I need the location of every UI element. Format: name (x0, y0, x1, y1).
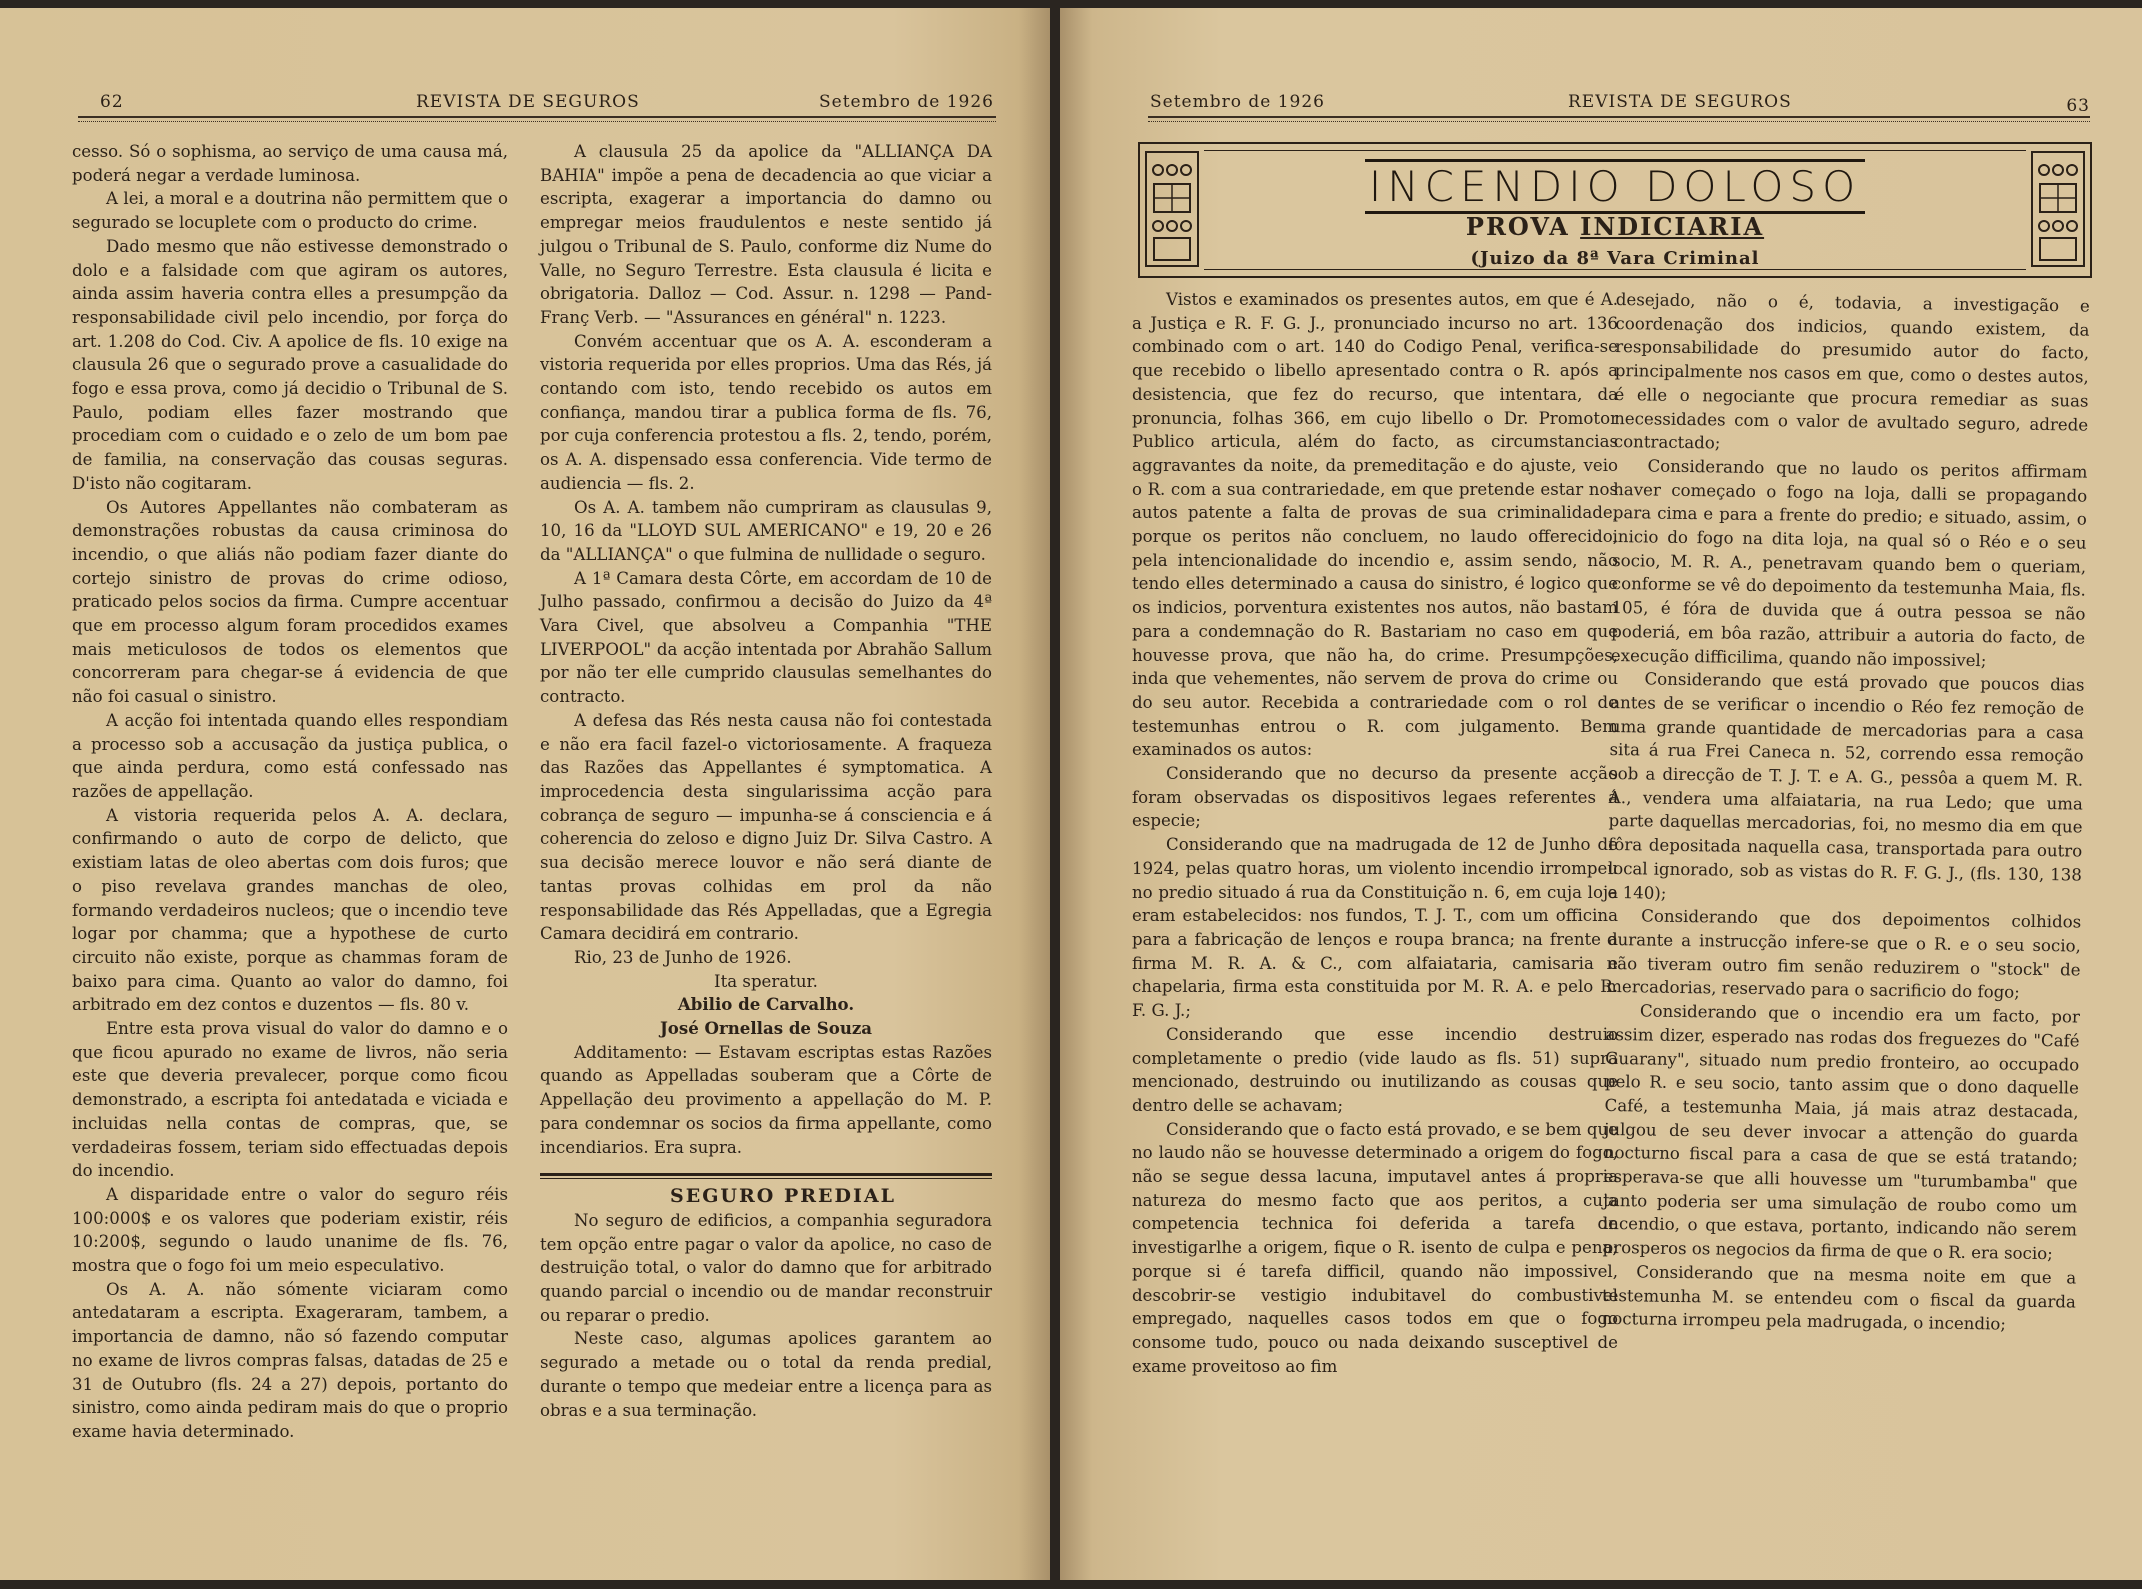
paragraph: Dado mesmo que não estivesse demonstrado o dolo e a falsidade com que agiram os autores, ainda assim haveria contra elles a presumpção da responsabilidade civil pelo incendio, por força do art. 1.208 do Cod. Civ. A apolice de fls. 10 exige na clausula 26 que o segurado prove a casualidade do fogo e essa prova, como já decidio o Tribunal de S. Paulo, podiam elles fazer mostrando que procediam com o cuidado e o zelo de um bom pae de familia, na conservação das cousas seguras. D'isto não cogitaram. (72, 236, 508, 493)
paragraph: Vistos e examinados os presentes autos, em que é A. a Justiça e R. F. G. J., pronunciado incurso no art. 136 combinado com o art. 140 do Codigo Penal, verifica-se que recebido o libello apresentado contra o R. após a desistencia, que fez do recurso, que intentara, da pronuncia, folhas 366, em cujo libello o Dr. Promotor Publico articula, além do facto, as circumstancias aggravantes da noite, da premeditação e do ajuste, veio o R. com a sua contrariedade, em que pretende estar nos autos patente a falta de provas de sua criminalidade, porque os peritos não concluem, no laudo offerecido, pela intencionalidade do incendio e, assim sendo, não tendo elles determinado a causa do sinistro, é logico que os indicios, porventura existentes nos autos, não bastam para a condemnação do R. Bastariam no caso em que houvesse prova, que não ha, do crime. Presumpções, inda que vehementes, não servem de prova do crime ou do seu autor. Recebida a contrariedade com o rol de testemunhas entrou o R. com julgamento. Bem examinados os autos: (1132, 290, 1618, 760)
paragraph: A defesa das Rés nesta causa não foi contestada e não era facil fazel-o victoriosamente. A fraqueza das Razões das Appellantes é symptomatica. A improcedencia desta singularissima acção para cobrança de seguro — impunha-se á consciencia e á coherencia do zeloso e digno Juiz Dr. Silva Castro. A sua decisão merece louvor e não será diante de tantas provas colhidas em prol da não responsabilidade das Rés Appelladas, que a Egregia Camara decidirá em contrario. (540, 710, 992, 944)
paragraph: No seguro de edificios, a companhia seguradora tem opção entre pagar o valor da apolice, no caso de destruição total, o valor do damno que for arbitrado quando parcial o incendio ou de mandar reconstruir ou reparar o predio. (540, 1210, 992, 1325)
right-column-2 (1601, 288, 2090, 1337)
right-issue-date: Setembro de 1926 (1150, 92, 1325, 112)
section-divider (540, 1173, 992, 1179)
left-column-2 (540, 140, 992, 1422)
left-running-head (78, 90, 996, 118)
signature-2: José Ornellas de Souza (659, 1018, 873, 1039)
paragraph: Considerando que esse incendio destruio completamente o predio (vide laudo as fls. 51) supra mencionado, destruindo ou inutilizando as cousas que dentro delle se achavam; (1132, 1024, 1618, 1115)
article-subtitle (1140, 212, 2090, 241)
closing-formula: Ita speratur. (714, 971, 818, 991)
signature-1: Abilio de Carvalho. (677, 994, 855, 1015)
left-journal-title: REVISTA DE SEGUROS (416, 92, 640, 112)
paragraph: Considerando que no laudo os peritos affirmam haver começado o fogo na loja, dalli se propagando para cima e para a frente do predio; e situado, assim, o inicio do fogo na dita loja, na qual só o Réo e o seu socio, M. R. A., penetravam quando bem o queriam, conforme se vê do depoimento da testemunha Maia, fls. 105, é fóra de duvida que á outra pessoa se não poderiá, em bôa razão, attribuir a autoria do facto, de execução difficilima, quando não impossivel; (1610, 456, 2088, 670)
court-line: (Juizo da 8ª Vara Criminal (1470, 248, 1760, 269)
paragraph: Considerando que na madrugada de 12 de Junho de 1924, pelas quatro horas, um violento incendio irrompeu no predio situado á rua da Constituição n. 6, em cuja loja eram estabelecidos: nos fundos, T. J. T., com um officina para a fabricação de lenços e roupa branca; na frente a firma M. R. A. & C., com alfaiataria, camisaria e chapelaria, firma esta constituida por M. R. A. e pelo R. F. G. J.; (1132, 835, 1618, 1021)
article-subtitle-word2: INDICIARIA (1580, 212, 1765, 241)
paragraph: Considerando que o facto está provado, e se bem que no laudo não se houvesse determinado a origem do fogo, não se segue dessa lacuna, imputavel antes á propria natureza do mesmo facto que aos peritos, a cuja competencia technica foi deferida a tarefa de investigarlhe a origem, fique o R. isento de culpa e pena; porque si é tarefa difficil, quando não impossivel, descobrir-se vestigio indubitavel do combustivel empregado, naquelles casos todos em que o fogo consome tudo, pouco ou nada deixando susceptivel de exame proveitoso ao fim (1132, 1119, 1618, 1376)
paragraph: A disparidade entre o valor do seguro réis 100:000$ e os valores que poderiam existir, réis 10:200$, segundo o laudo unanime de fls. 76, mostra que o fogo foi um meio especulativo. (72, 1184, 508, 1276)
right-running-head (1148, 90, 2090, 118)
article-title (1140, 162, 2090, 211)
paragraph: Considerando que dos depoimentos colhidos durante a instrucção infere-se que o R. e o seu socio, não tiveram outro fim senão reduzirem o "stock" de mercadorias, reservado para o sacrificio do fogo; (1606, 906, 2082, 1003)
section-title: SEGURO PREDIAL (670, 1185, 896, 1208)
article-subtitle-word1: PROVA (1465, 212, 1570, 241)
paragraph: Os Autores Appellantes não combateram as demonstrações robustas da causa criminosa do incendio, o que aliás não podiam fazer diante do cortejo sinistro de provas do crime odioso, praticado pelos socios da firma. Cumpre accentuar que em processo algum foram procedidos exames mais meticulosos de todos os elementos que concorreram para chegar-se á evidencia de que não foi casual o sinistro. (72, 497, 508, 707)
paragraph: A clausula 25 da apolice da "ALLIANÇA DA BAHIA" impõe a pena de decadencia ao que viciar a escripta, exagerar a importancia do damno ou empregar meios fraudulentos e neste sentido já julgou o Tribunal de S. Paulo, conforme diz Nume do Valle, no Seguro Terrestre. Esta clausula é licita e obrigatoria. Dalloz — Cod. Assur. n. 1298 — Pand-Franç Verb. — "Assurances en général" n. 1223. (540, 142, 992, 327)
right-column-1 (1132, 288, 1618, 1378)
paragraph: A lei, a moral e a doutrina não permittem que o segurado se locuplete com o producto do crime. (72, 189, 508, 233)
paragraph: Convém accentuar que os A. A. esconderam a vistoria requerida por elles proprios. Uma das Rés, já contando com isto, tendo recebido os autos em confiança, mandou tirar a publica forma de fls. 76, por cuja conferencia protestou a fls. 2, tendo, porém, os A. A. dispensado essa conferencia. Vide termo de audiencia — fls. 2. (540, 331, 992, 493)
article-title-text: INCENDIO DOLOSO (1365, 159, 1865, 214)
paragraph: Os A. A. tambem não cumpriram as clausulas 9, 10, 16 da "LLOYD SUL AMERICANO" e 19, 20 e 26 da "ALLIANÇA" o que fulmina de nullidade o seguro. (540, 497, 992, 564)
paragraph: A 1ª Camara desta Côrte, em accordam de 10 de Julho passado, confirmou a decisão do Juizo da 4ª Vara Civel, que absolveu a Companhia "THE LIVERPOOL" da acção intentada por Abrahão Sallum por não ter elle cumprido clausulas semelhantes do contracto. (540, 568, 992, 707)
paragraph: Neste caso, algumas apolices garantem ao segurado a metade ou o total da renda predial, durante o tempo que medeiar entre a licença para as obras e a sua terminação. (540, 1329, 992, 1420)
paragraph: Considerando que na mesma noite em que a testemunha M. se entendeu com o fiscal da guarda nocturna irrompeu pela madrugada, o incendio; (1601, 1262, 2077, 1334)
paragraph: Os A. A. não sómente viciaram como antedataram a escripta. Exageraram, tambem, a importancia de damno, não só fazendo computar no exame de livros compras falsas, datadas de 25 e 31 de Outubro (fls. 24 a 27) depois, portanto do sinistro, como ainda pediram mais do que o proprio exame havia determinado. (72, 1279, 508, 1441)
place-date: Rio, 23 de Junho de 1926. (574, 947, 792, 967)
paragraph: Entre esta prova visual do valor do damno e o que ficou apurado no exame de livros, não seria este que deveria prevalecer, porque como ficou demonstrado, a escripta foi antedatada e viciada e incluidas nella contas de compras, que, se verdadeiras fossem, teriam sido effectuadas depois do incendio. (72, 1019, 508, 1181)
right-page (1060, 8, 2142, 1580)
paragraph: Considerando que no decurso da presente acção foram observadas os dispositivos legaes referentes á especie; (1132, 764, 1618, 831)
left-column-1 (72, 140, 508, 1444)
paragraph: Considerando que está provado que poucos dias antes de se verificar o incendio o Réo fez remoção de uma grande quantidade de mercadorias para a casa sita á rua Frei Caneca n. 52, correndo essa remoção sob a direcção de T. J. T. e A. G., pessôa a quem M. R. A., vendera uma alfaiataria, na rua Ledo; que uma parte daquellas mercadorias, foi, no mesmo dia em que fôra depositada naquella casa, transportada para outro local ignorado, sob as vistas do R. F. G. J., (fls. 130, 138 e 140); (1607, 669, 2085, 903)
right-page-number: 63 (2066, 96, 2090, 116)
paragraph: A vistoria requerida pelos A. A. declara, confirmando o auto de corpo de delicto, que existiam latas de oleo abertas com dois furos; que o piso revelava grandes manchas de oleo, formando verdadeiros nucleos; que o incendio teve logar por chamma; que a hypothese de curto circuito não existe, porque as chammas foram de baixo para cima. Quanto ao valor do damno, foi arbitrado em dez contos e duzentos — fls. 80 v. (72, 805, 508, 1015)
addendum: Additamento: — Estavam escriptas estas Razões quando as Appelladas souberam que a Côrte de Appellação deu provimento a appellação do M. P. para condemnar os socios da firma appellante, como incendiarios. Era supra. (540, 1042, 992, 1157)
left-issue-date: Setembro de 1926 (819, 92, 994, 112)
paragraph: cesso. Só o sophisma, ao serviço de uma causa má, poderá negar a verdade luminosa. (72, 142, 508, 185)
paragraph: Considerando que o incendio era um facto, por assim dizer, esperado nas rodas dos freguezes do "Café Guarany", situado num predio fronteiro, ao occupado pelo R. e seu socio, tanto assim que o dono daquelle Café, a testemunha Maia, já mais atraz destacada, julgou de seu dever invocar a attenção do guarda nocturno fiscal para a casa de que se está tratando; esperava-se que alli houvesse um "turumbamba" que tanto poderia ser uma simulação de roubo como um incendio, o que estava, portanto, indicando não serem prosperos os negocios da firma de que o R. era socio; (1602, 1001, 2080, 1264)
left-page-number: 62 (100, 92, 124, 112)
paragraph: desejado, não o é, todavia, a investigação e coordenação dos indicios, quando existem, da responsabilidade do presumido autor do facto, principalmente nos casos em que, como o destes autos, é elle o negociante que procura remediar as suas necessidades com o valor de avultado seguro, adrede contractado; (1613, 289, 2090, 453)
article-banner (1138, 142, 2092, 278)
paragraph: A acção foi intentada quando elles respondiam a processo sob a accusação da justiça publica, o que ainda perdura, como está confessado nas razões de appellação. (72, 710, 508, 801)
left-page (0, 8, 1050, 1580)
right-journal-title: REVISTA DE SEGUROS (1568, 92, 1792, 112)
